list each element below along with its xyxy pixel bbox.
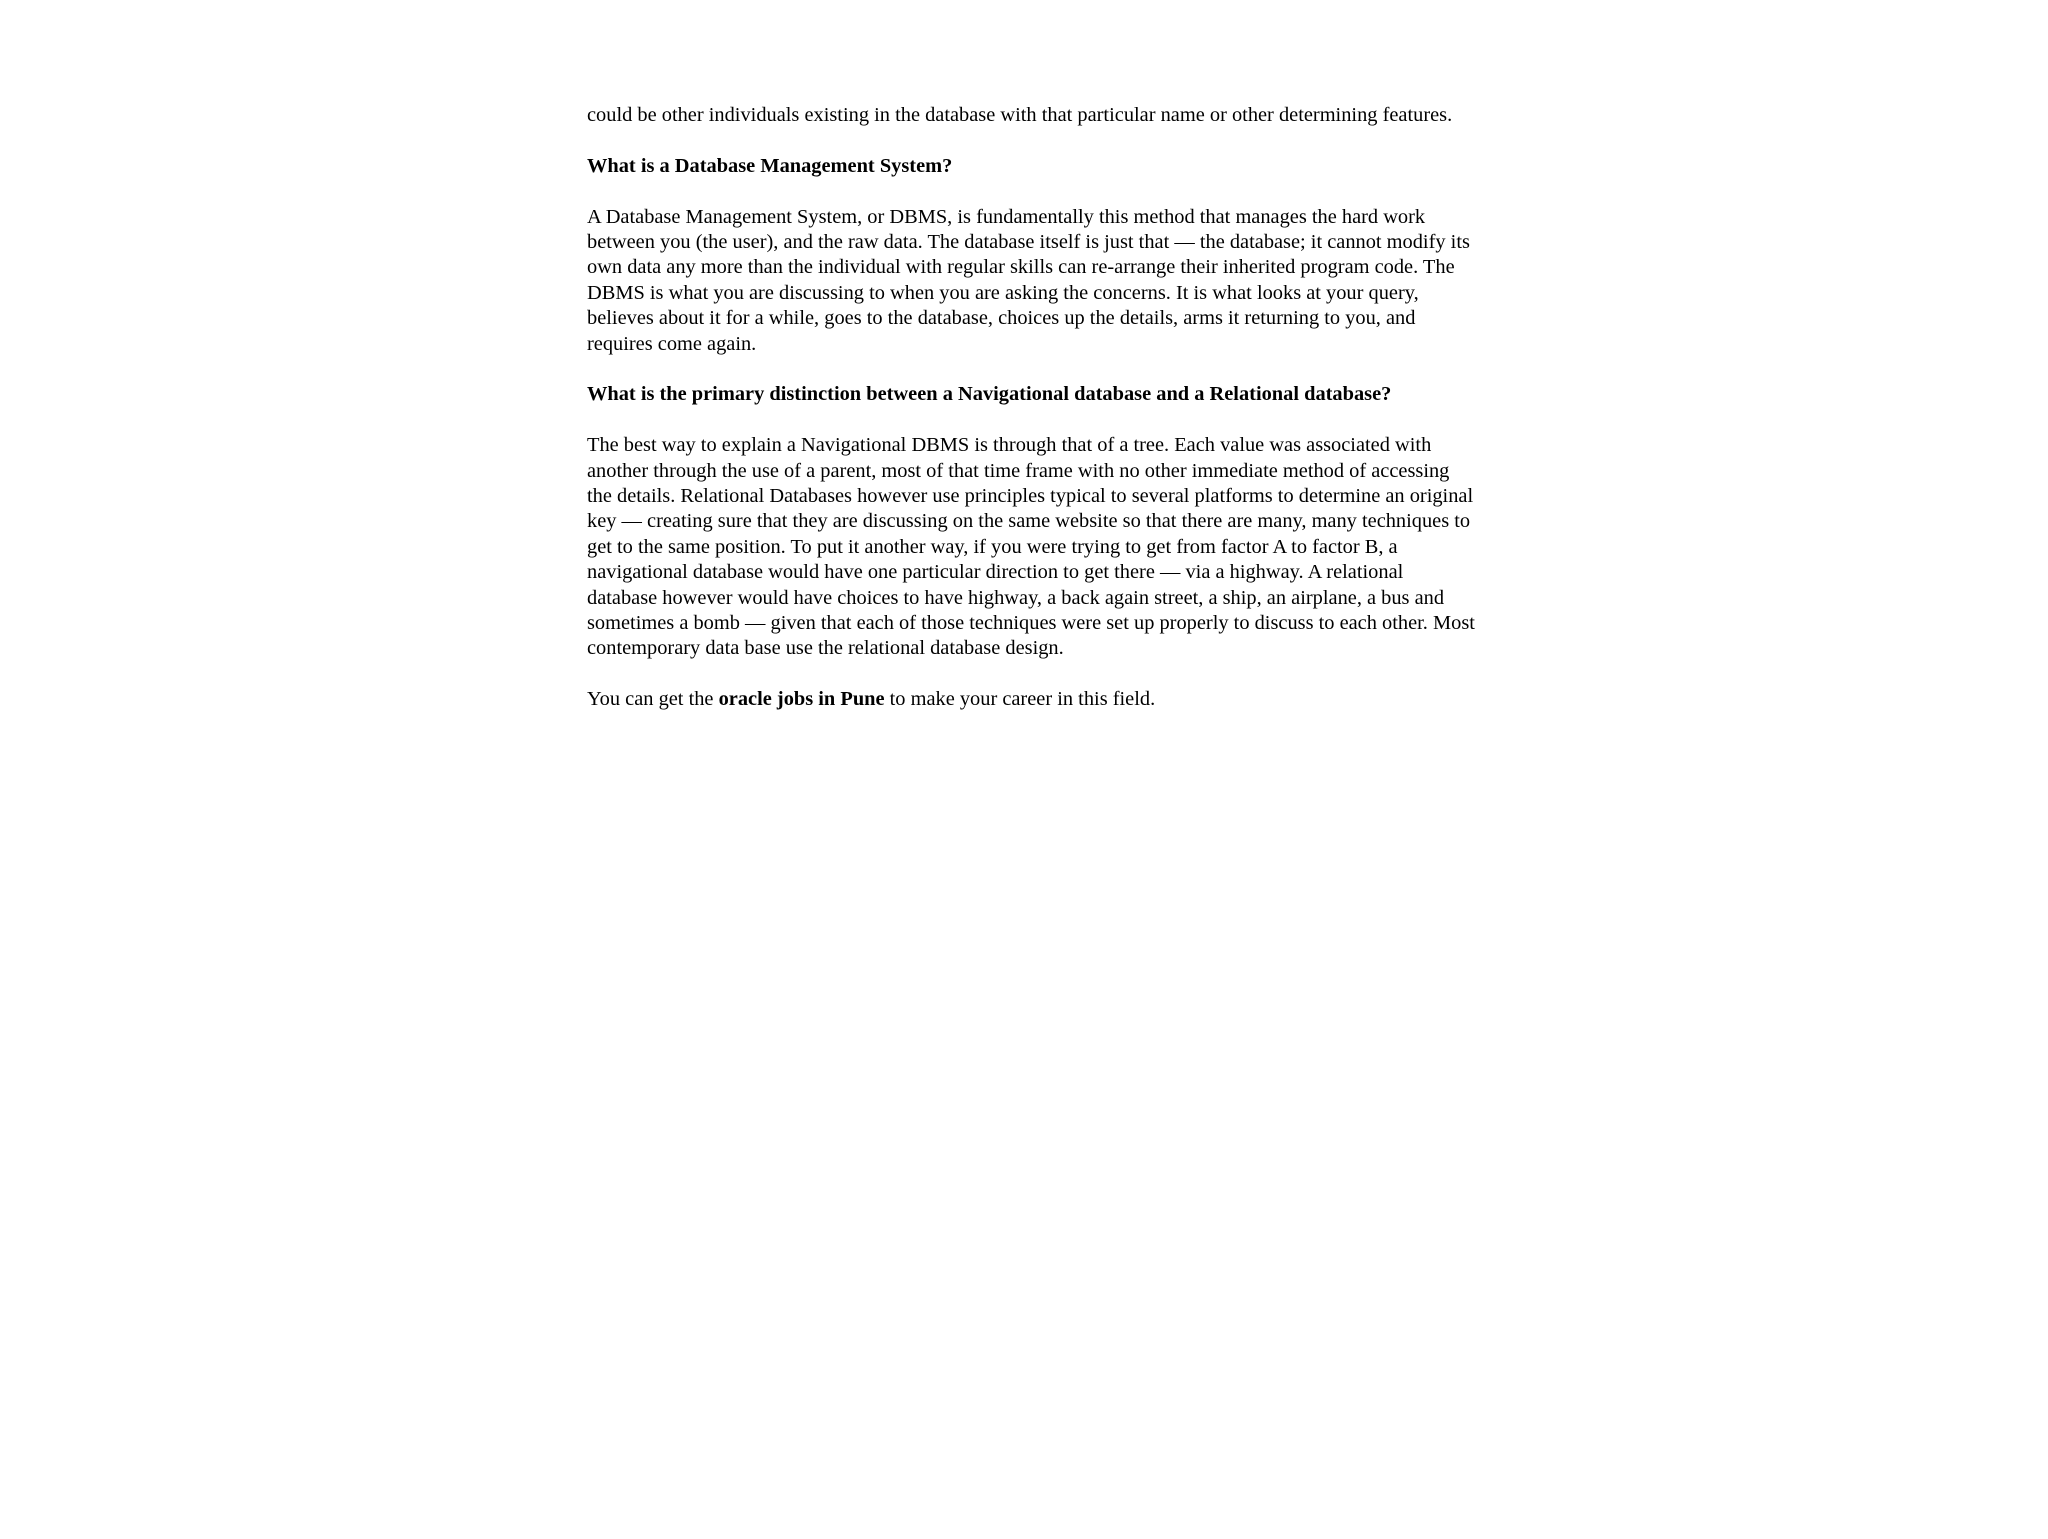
paragraph-dbms-explanation: A Database Management System, or DBMS, is fundamentally this method that manages the hard work between you (the user), and the raw data. The database itself is just that — the database; it cannot modify its own data any more than the individual with regular skills can re-arrange their inherited program code. The DBMS is what you are discussing to when you are asking the concerns. It is what looks at your query, believes about it for a while, goes to the database, choices up the details, arms it returning to you, and requires come again. — [587, 205, 1470, 355]
paragraph-intro-continuation: could be other individuals existing in the database with that particular name or other determining features. — [587, 104, 1453, 126]
closing-bold-keyword: oracle jobs in Pune — [718, 688, 885, 711]
document-body — [587, 103, 1477, 738]
heading-navigational-vs-relational: What is the primary distinction between a Navigational database and a Relational database? — [587, 383, 1392, 406]
heading-what-is-dbms: What is a Database Management System? — [587, 154, 953, 177]
closing-text-before: You can get the — [587, 688, 719, 711]
paragraph-navigational-explanation: The best way to explain a Navigational DBMS is through that of a tree. Each value was associated with another through the use of a parent, most of that time frame with no other immediate method of accessing the details. Relational Databases however use principles typical to several platforms to determine an original key — creating sure that they are discussing on the same website so that there are many, many techniques to get to the same position. To put it another way, if you were trying to get from factor A to factor B, a navigational database would have one particular direction to get there — via a highway. A relational database however would have choices to have highway, a back again street, a ship, an airplane, a bus and sometimes a bomb — given that each of those techniques were set up properly to discuss to each other. Most contemporary data base use the relational database design. — [587, 434, 1475, 660]
paragraph-closing — [587, 687, 1477, 712]
closing-text-after: to make your career in this field. — [884, 688, 1156, 711]
